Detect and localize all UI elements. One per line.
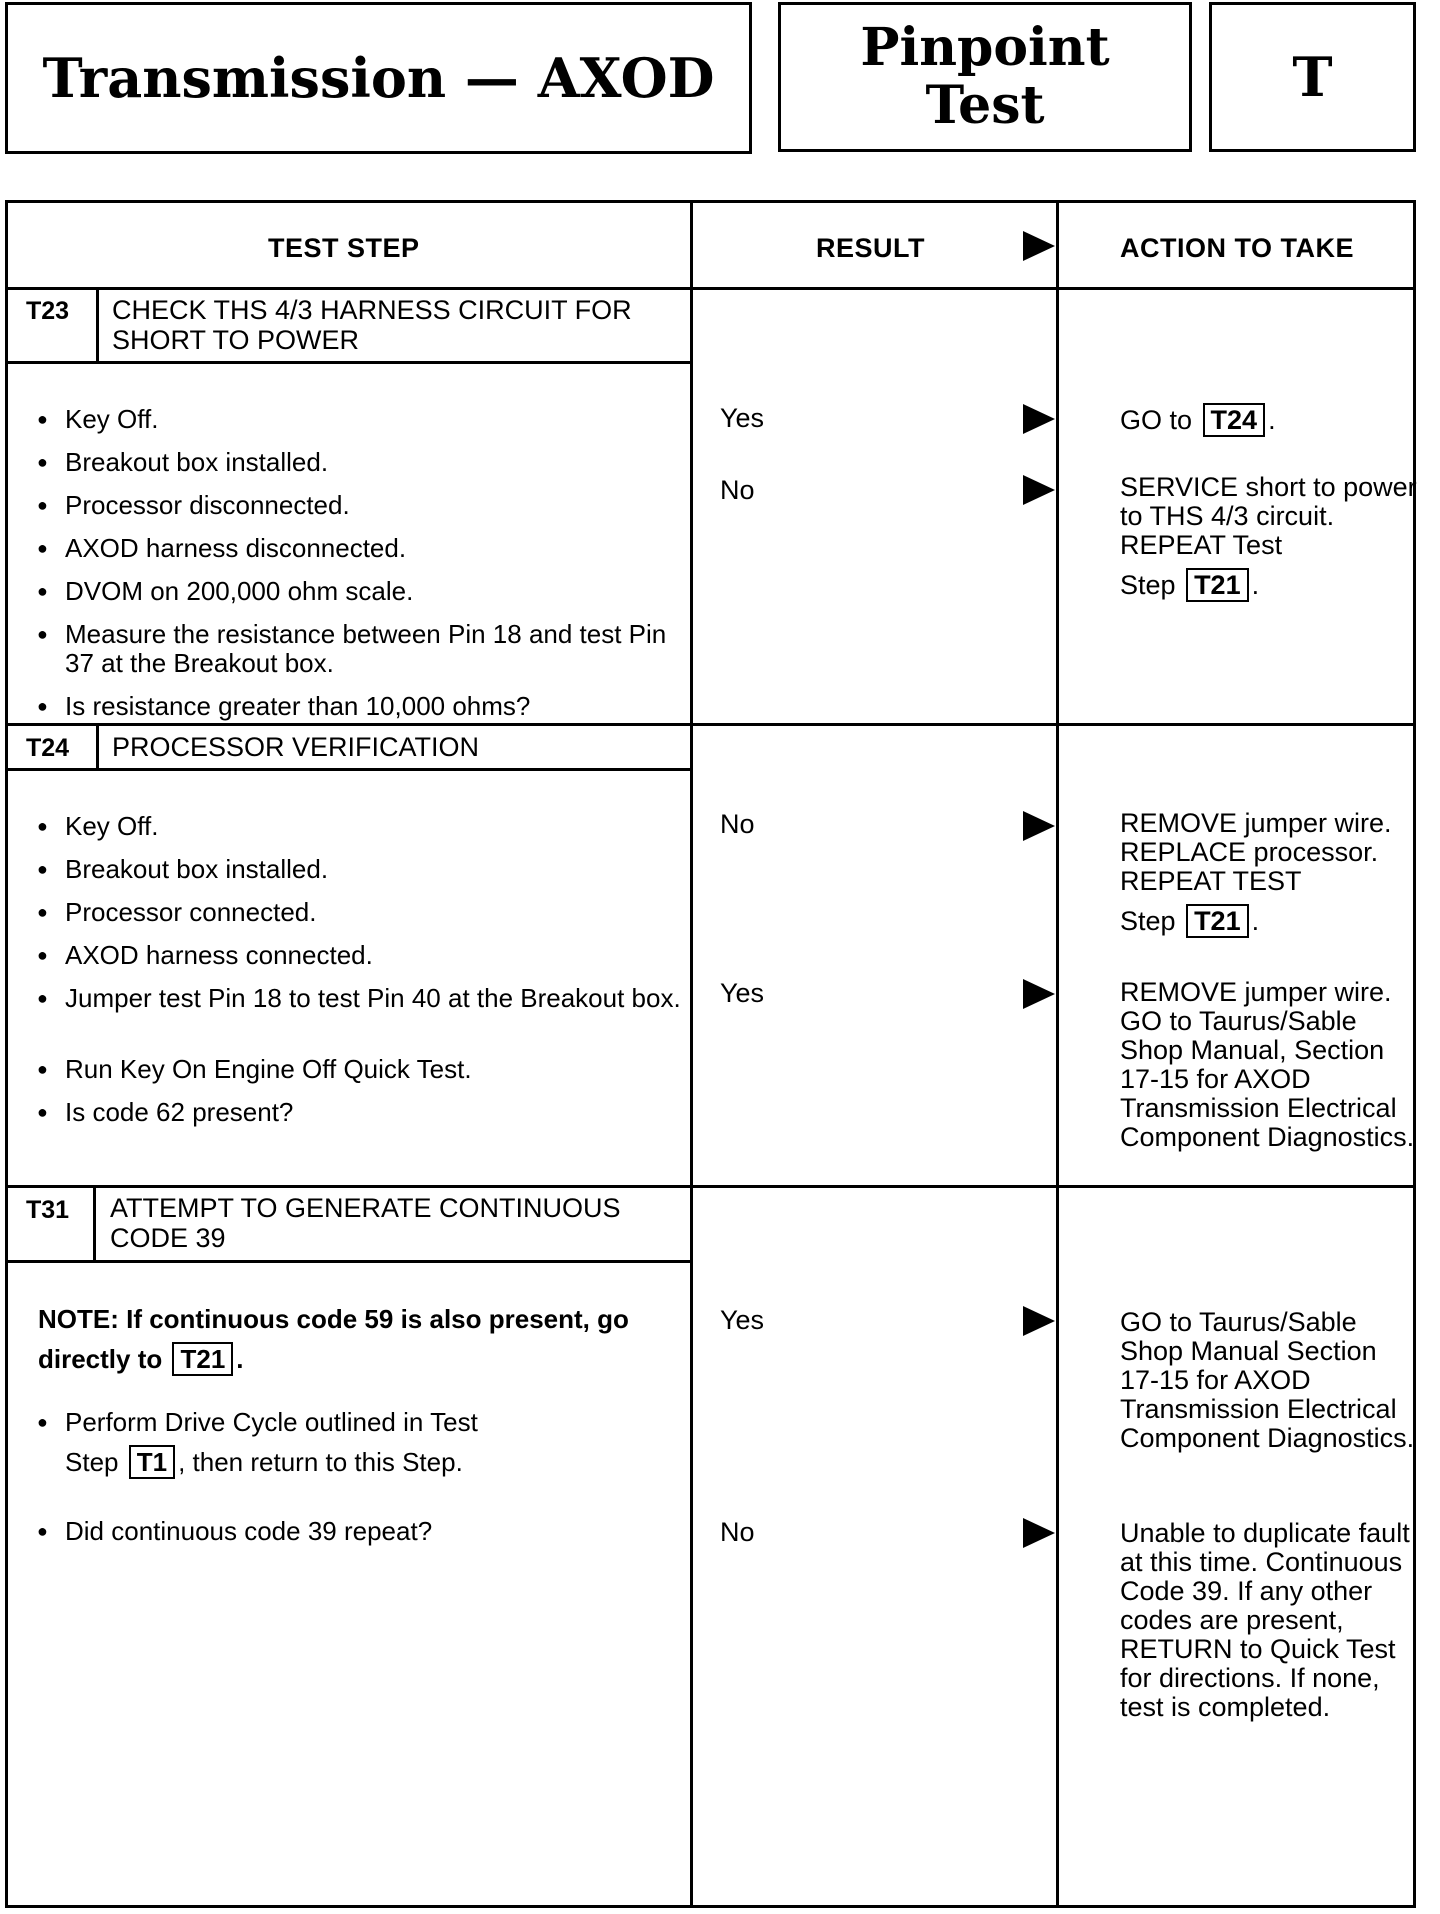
t31-note-text: NOTE: If continuous code 59 is also present, go directly to (38, 1304, 629, 1374)
t23-step-id: T23 (26, 297, 70, 325)
t31-id-divider (93, 1185, 96, 1263)
t24-no-action: REMOVE jumper wire. REPLACE processor. REPEAT TEST Step T21 . (1120, 808, 1392, 936)
pinpoint-line1: Pinpoint (860, 17, 1110, 78)
t24-yes-action: REMOVE jumper wire. GO to Taurus/Sable Shop Manual, Section 17-15 for AXOD Transmission Electrical Component Diagnostics. (1120, 977, 1415, 1152)
t23-step-2: ● Breakout box installed. (33, 448, 693, 477)
t23-id-divider (96, 287, 99, 364)
t31-no-arrow-icon (1023, 1518, 1055, 1548)
t24-step-id: T24 (26, 734, 70, 762)
t23-result-no: No (720, 475, 755, 505)
t23-result-yes: Yes (720, 403, 765, 433)
t31-step-1-text: Perform Drive Cycle outlined in Test (65, 1407, 478, 1437)
document-title (5, 2, 752, 154)
t23-yes-arrow-icon (1023, 404, 1055, 434)
t24-step-1: ● Key Off. (33, 812, 693, 841)
t23-no-action-ref: T21 (1186, 568, 1249, 602)
document-title-text: Transmission — AXOD (42, 46, 715, 110)
row-divider-t24 (8, 723, 1413, 726)
column-header-action: ACTION TO TAKE (1120, 233, 1354, 263)
t23-yes-action: GO to T24 . (1120, 405, 1276, 435)
t23-no-action-step: Step (1120, 570, 1176, 600)
column-header-test-step: TEST STEP (268, 233, 420, 263)
t31-no-action: Unable to duplicate fault at this time. Continuous Code 39. If any other codes are present, RETURN to Quick Test for directions. If none, test is completed. (1120, 1518, 1410, 1722)
t31-step-1-step: Step (65, 1447, 119, 1477)
t24-step-2: ● Breakout box installed. (33, 855, 693, 884)
t31-step-title: ATTEMPT TO GENERATE CONTINUOUS CODE 39 (110, 1193, 621, 1253)
t23-step-3: ● Processor disconnected. (33, 491, 693, 520)
t31-step-1 (33, 1402, 693, 1482)
t31-step-2: ● Did continuous code 39 repeat? (33, 1517, 693, 1546)
t31-yes-action: GO to Taurus/Sable Shop Manual Section 17-15 for AXOD Transmission Electrical Component Diagnostics. (1120, 1307, 1415, 1453)
t31-step-1-suffix: , then return to this Step. (178, 1447, 463, 1477)
t23-no-action-text: SERVICE short to power to THS 4/3 circuit. REPEAT Test (1120, 472, 1417, 560)
pinpoint-test-table (5, 200, 1416, 1908)
t31-step-1-ref: T1 (129, 1445, 175, 1479)
t24-step-6: ● Run Key On Engine Off Quick Test. (33, 1055, 693, 1084)
t24-no-action-step: Step (1120, 906, 1176, 936)
t31-title-underline (8, 1260, 690, 1263)
t23-step-7: ● Is resistance greater than 10,000 ohms? (33, 692, 693, 721)
header-row-divider (8, 287, 1413, 290)
t23-step-5: ● DVOM on 200,000 ohm scale. (33, 577, 693, 606)
t23-yes-action-ref: T24 (1203, 403, 1266, 437)
t31-yes-arrow-icon (1023, 1306, 1055, 1336)
t23-title-underline (8, 361, 690, 364)
t24-yes-arrow-icon (1023, 979, 1055, 1009)
row-divider-t31 (8, 1185, 1413, 1188)
t24-no-action-ref: T21 (1186, 904, 1249, 938)
t24-step-7: ● Is code 62 present? (33, 1098, 693, 1127)
t23-no-arrow-icon (1023, 475, 1055, 505)
result-arrow-icon (1023, 231, 1055, 261)
t31-step-id: T31 (26, 1196, 70, 1224)
t24-step-5: ● Jumper test Pin 18 to test Pin 40 at the Breakout box. (33, 984, 693, 1013)
t24-title-underline (8, 768, 690, 771)
pinpoint-line2: Test (925, 75, 1045, 136)
t23-no-action: SERVICE short to power to THS 4/3 circuit. REPEAT Test Step T21 . (1120, 472, 1417, 600)
t24-result-yes: Yes (720, 978, 765, 1008)
t24-step-3: ● Processor connected. (33, 898, 693, 927)
t23-step-title: CHECK THS 4/3 HARNESS CIRCUIT FOR SHORT TO POWER (112, 295, 632, 355)
t31-result-yes: Yes (720, 1305, 765, 1335)
t24-step-title: PROCESSOR VERIFICATION (112, 732, 480, 762)
t23-step-4: ● AXOD harness disconnected. (33, 534, 693, 563)
t23-step-1: ● Key Off. (33, 405, 693, 434)
pinpoint-test-label (778, 2, 1192, 152)
t23-step-6: ● Measure the resistance between Pin 18 and test Pin 37 at the Breakout box. (33, 620, 693, 678)
column-divider-2 (1056, 203, 1059, 1905)
t24-step-4: ● AXOD harness connected. (33, 941, 693, 970)
test-letter-text: T (1292, 45, 1333, 109)
t31-result-no: No (720, 1517, 755, 1547)
t23-yes-action-text: GO to (1120, 405, 1193, 435)
test-letter (1209, 2, 1416, 152)
column-header-result: RESULT (816, 233, 925, 263)
t24-no-arrow-icon (1023, 811, 1055, 841)
t24-result-no: No (720, 809, 755, 839)
t24-id-divider (96, 723, 99, 771)
t31-note: NOTE: If continuous code 59 is also present, go directly to T21 . (38, 1304, 629, 1374)
t31-note-ref: T21 (172, 1342, 233, 1376)
t24-no-action-text: REMOVE jumper wire. REPLACE processor. REPEAT TEST (1120, 808, 1392, 896)
